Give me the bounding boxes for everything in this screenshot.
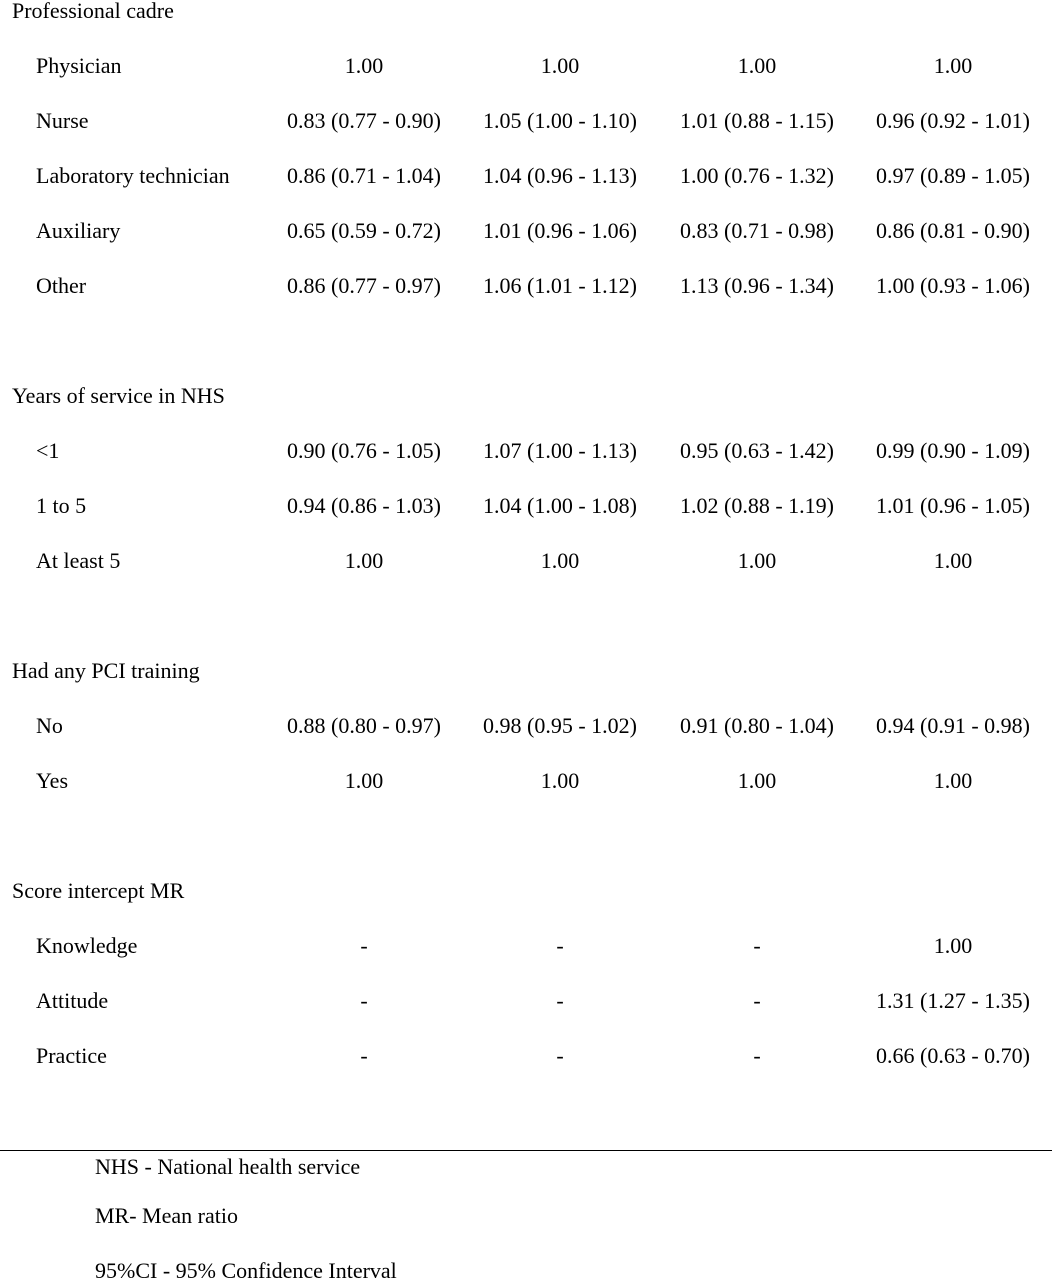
table-row	[0, 161, 1052, 191]
table-cell: 1.00	[737, 768, 777, 793]
table-cell: 1.00	[933, 768, 973, 793]
table-row	[0, 271, 1052, 301]
table-cell: 0.94 (0.91 - 0.98)	[876, 713, 1030, 738]
table-cell: 1.00	[933, 933, 973, 958]
table-cell: 0.66 (0.63 - 0.70)	[876, 1043, 1030, 1068]
table-row	[0, 1041, 1052, 1071]
table-cell: 0.90 (0.76 - 1.05)	[287, 438, 441, 463]
footnote-ci: 95%CI - 95% Confidence Interval	[95, 1258, 397, 1283]
table-cell: 1.00	[933, 53, 973, 78]
row-label: Yes	[36, 768, 69, 793]
row-label: Nurse	[36, 108, 89, 133]
table-cell: 1.00 (0.93 - 1.06)	[876, 273, 1030, 298]
row-label: 1 to 5	[36, 493, 87, 518]
table-row	[0, 986, 1052, 1016]
row-label: Laboratory technician	[36, 163, 230, 188]
section-heading-pci-training	[0, 656, 1052, 686]
table-cell: 0.86 (0.77 - 0.97)	[287, 273, 441, 298]
table-row	[0, 106, 1052, 136]
table-cell: -	[556, 1043, 564, 1068]
table-cell: -	[556, 933, 564, 958]
table-cell: 1.02 (0.88 - 1.19)	[680, 493, 834, 518]
table-cell: -	[360, 933, 368, 958]
row-label: Auxiliary	[36, 218, 121, 243]
table-cell: 1.04 (0.96 - 1.13)	[483, 163, 637, 188]
section-heading-years-of-service	[0, 381, 1052, 411]
table-cell: -	[556, 988, 564, 1013]
table-row	[0, 436, 1052, 466]
table-cell: 1.00	[540, 548, 580, 573]
table-cell: 1.06 (1.01 - 1.12)	[483, 273, 637, 298]
table-cell: 0.97 (0.89 - 1.05)	[876, 163, 1030, 188]
table-cell: 1.00 (0.76 - 1.32)	[680, 163, 834, 188]
table-cell: 1.00	[344, 768, 384, 793]
footnote-nhs: NHS - National health service	[95, 1154, 361, 1179]
table-cell: 1.01 (0.96 - 1.05)	[876, 493, 1030, 518]
table-cell: 1.05 (1.00 - 1.10)	[483, 108, 637, 133]
table-cell: 0.86 (0.81 - 0.90)	[876, 218, 1030, 243]
table-row	[0, 51, 1052, 81]
table-cell: 1.13 (0.96 - 1.34)	[680, 273, 834, 298]
row-label: Knowledge	[36, 933, 138, 958]
table-cell: 1.07 (1.00 - 1.13)	[483, 438, 637, 463]
table-cell: 1.00	[737, 548, 777, 573]
footnote-mr: MR- Mean ratio	[95, 1203, 238, 1228]
table-cell: -	[360, 1043, 368, 1068]
table-cell: 1.00	[933, 548, 973, 573]
table-bottom-rule	[0, 1150, 1052, 1151]
row-label: Other	[36, 273, 87, 298]
table-cell: -	[360, 988, 368, 1013]
table-cell: 1.00	[344, 548, 384, 573]
table-cell: 0.88 (0.80 - 0.97)	[287, 713, 441, 738]
table-cell: 0.99 (0.90 - 1.09)	[876, 438, 1030, 463]
section-title: Had any PCI training	[12, 658, 200, 683]
table-row	[0, 931, 1052, 961]
table-cell: 0.83 (0.77 - 0.90)	[287, 108, 441, 133]
table-cell: -	[753, 1043, 761, 1068]
section-title: Score intercept MR	[12, 878, 185, 903]
row-label: At least 5	[36, 548, 121, 573]
table-cell: 1.00	[540, 53, 580, 78]
row-label: <1	[36, 438, 60, 463]
table-cell: 0.83 (0.71 - 0.98)	[680, 218, 834, 243]
table-cell: 0.95 (0.63 - 1.42)	[680, 438, 834, 463]
table-cell: 1.01 (0.96 - 1.06)	[483, 218, 637, 243]
table-cell: 0.65 (0.59 - 0.72)	[287, 218, 441, 243]
table-cell: 0.98 (0.95 - 1.02)	[483, 713, 637, 738]
row-label: Attitude	[36, 988, 109, 1013]
table-cell: 0.96 (0.92 - 1.01)	[876, 108, 1030, 133]
row-label: No	[36, 713, 63, 738]
table-row	[0, 711, 1052, 741]
section-title: Professional cadre	[12, 0, 174, 23]
table-cell: -	[753, 933, 761, 958]
table-cell: 1.00	[344, 53, 384, 78]
table-row	[0, 546, 1052, 576]
table-cell: 1.00	[737, 53, 777, 78]
table-cell: 1.04 (1.00 - 1.08)	[483, 493, 637, 518]
table-row	[0, 491, 1052, 521]
table-cell: 1.31 (1.27 - 1.35)	[876, 988, 1030, 1013]
table-cell: 1.01 (0.88 - 1.15)	[680, 108, 834, 133]
row-label: Physician	[36, 53, 122, 78]
table-cell: 0.91 (0.80 - 1.04)	[680, 713, 834, 738]
table-cell: 0.86 (0.71 - 1.04)	[287, 163, 441, 188]
section-title: Years of service in NHS	[12, 383, 225, 408]
table-row	[0, 216, 1052, 246]
table-row	[0, 766, 1052, 796]
section-heading-score-intercept	[0, 876, 1052, 906]
section-heading-professional-cadre	[0, 0, 1052, 26]
table-cell: 1.00	[540, 768, 580, 793]
table-cell: -	[753, 988, 761, 1013]
row-label: Practice	[36, 1043, 107, 1068]
table-cell: 0.94 (0.86 - 1.03)	[287, 493, 441, 518]
